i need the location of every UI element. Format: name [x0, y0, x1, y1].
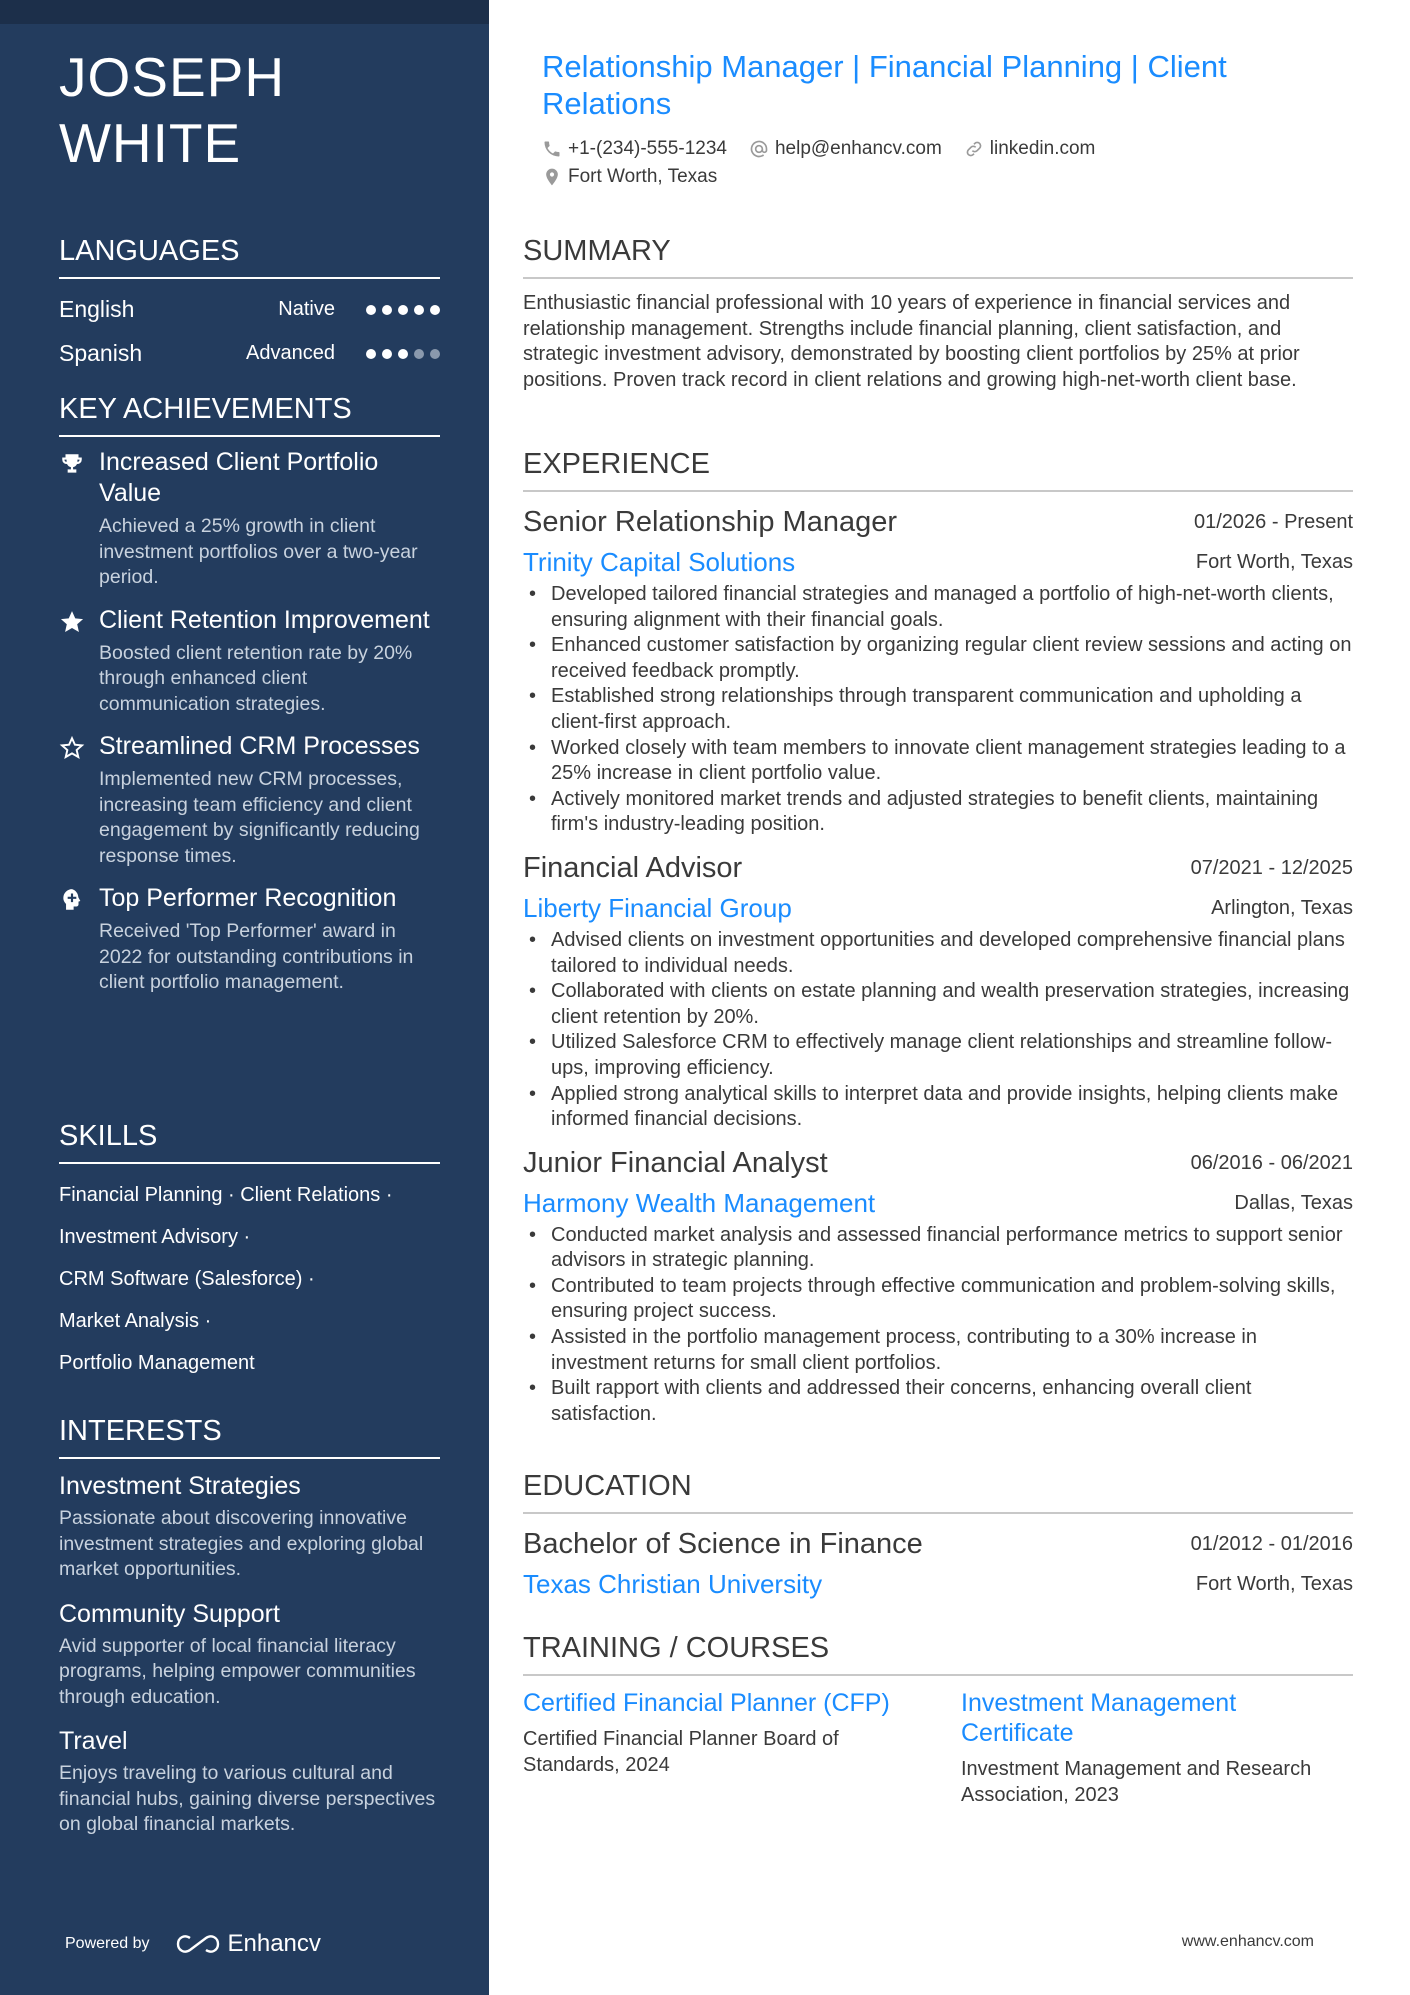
course-desc: Investment Management and Research Association, 2023	[961, 1758, 1312, 1806]
rating-dot	[366, 349, 376, 359]
job-dates: 07/2021 - 12/2025	[1190, 856, 1353, 879]
job-location: Fort Worth, Texas	[1195, 551, 1353, 573]
location-text: Fort Worth, Texas	[568, 166, 718, 187]
job-bullet: • Built rapport with clients and addressed their concerns, enhancing overall client satisfaction.	[523, 1376, 1353, 1427]
job-bullets	[523, 582, 1353, 838]
at-icon	[749, 139, 769, 159]
achievement-title: Top Performer Recognition	[99, 884, 397, 912]
contact-location	[542, 166, 717, 188]
interest-desc: Avid supporter of local financial literacy programs, helping empower communities through education.	[59, 1634, 416, 1708]
star-filled-icon	[59, 609, 85, 635]
interest-title: Investment Strategies	[59, 1472, 301, 1500]
degree: Bachelor of Science in Finance	[523, 1528, 923, 1560]
enhancv-logo-icon	[176, 1932, 220, 1956]
skill-item: Investment Advisory	[59, 1226, 238, 1248]
achievement-desc: Achieved a 25% growth in client investment portfolios over a two-year period.	[99, 515, 418, 588]
job-entry	[523, 850, 1353, 1133]
job-dates: 01/2026 - Present	[1194, 511, 1353, 533]
language-level: Advanced	[246, 342, 335, 364]
interest-item	[59, 1724, 440, 1838]
language-rating	[366, 349, 440, 359]
job-company: Trinity Capital Solutions	[523, 547, 796, 577]
language-row	[59, 333, 440, 377]
achievements-title: KEY ACHIEVEMENTS	[59, 391, 440, 437]
phone-icon	[542, 139, 562, 159]
language-name: Spanish	[59, 340, 143, 366]
summary-text: Enthusiastic financial professional with 10 years of experience in financial services and relationship management. Strengths include financial planning, client satisfaction, and strategic investment advisory, demonstrated by boosting client portfolios by 25% at prior positions. Proven track record in client relations and growing high-net-worth client base.	[523, 292, 1300, 391]
language-row	[59, 289, 440, 333]
job-company: Harmony Wealth Management	[523, 1187, 876, 1218]
rating-dot	[366, 305, 376, 315]
job-bullet: • Conducted market analysis and assessed financial performance metrics to support senior advisors in strategic planning.	[523, 1223, 1353, 1274]
job-entry	[523, 504, 1353, 838]
languages-title: LANGUAGES	[59, 233, 440, 279]
interest-item	[59, 1469, 440, 1583]
skill-item: CRM Software (Salesforce)	[59, 1268, 303, 1290]
experience-section	[523, 446, 1353, 1439]
contact-linkedin[interactable]	[964, 138, 1096, 160]
skill-item: Portfolio Management	[59, 1352, 255, 1374]
achievement-desc: Boosted client retention rate by 20% through enhanced client communication strategies.	[99, 641, 413, 715]
sidebar-top-strip	[0, 0, 489, 24]
experience-title: EXPERIENCE	[523, 446, 1353, 492]
headline: Relationship Manager | Financial Planning | Client Relations	[542, 49, 1227, 121]
training-section	[523, 1630, 1353, 1808]
achievement-item	[59, 731, 440, 869]
job-bullets	[523, 928, 1353, 1133]
brain-icon	[59, 887, 85, 913]
candidate-name: JOSEPH WHITE	[59, 46, 286, 174]
skill-item: Market Analysis	[59, 1310, 200, 1332]
course-title: Investment Management Certificate	[961, 1689, 1237, 1747]
job-title: Senior Relationship Manager	[523, 506, 897, 538]
job-bullet: • Assisted in the portfolio management process, contributing to a 30% increase in investment returns for small client portfolios.	[523, 1325, 1353, 1376]
rating-dot	[398, 349, 408, 359]
course-item	[523, 1688, 913, 1808]
skills-title: SKILLS	[59, 1118, 440, 1164]
interest-item	[59, 1597, 440, 1711]
training-title: TRAINING / COURSES	[523, 1630, 1353, 1676]
rating-dot	[398, 305, 408, 315]
achievements-section	[59, 391, 440, 1010]
achievement-title: Client Retention Improvement	[99, 605, 430, 634]
education-dates: 01/2012 - 01/2016	[1190, 1533, 1353, 1555]
job-entry	[523, 1145, 1353, 1428]
brand-name: Enhancv	[227, 1930, 321, 1957]
contact-info	[542, 135, 1342, 191]
achievement-item	[59, 883, 440, 996]
job-bullet: • Utilized Salesforce CRM to effectively manage client relationships and streamline follow-ups, improving efficiency.	[523, 1030, 1353, 1081]
link-icon	[964, 139, 984, 159]
skills-section	[59, 1118, 440, 1384]
courses-list	[523, 1688, 1353, 1808]
job-bullet: • Advised clients on investment opportunities and developed comprehensive financial plans tailored to individual needs.	[523, 928, 1353, 979]
achievement-item	[59, 447, 440, 591]
achievement-item	[59, 605, 440, 718]
job-bullet: • Collaborated with clients on estate planning and wealth preservation strategies, increasing client retention by 20%.	[523, 979, 1353, 1030]
powered-by-label: Powered by	[65, 1935, 150, 1952]
language-name: English	[59, 296, 135, 322]
interests-title: INTERESTS	[59, 1413, 440, 1459]
location-pin-icon	[542, 167, 562, 187]
job-bullet: • Established strong relationships through transparent communication and upholding a client-first approach.	[523, 684, 1353, 735]
course-title: Certified Financial Planner (CFP)	[523, 1689, 890, 1717]
summary-title: SUMMARY	[523, 233, 1353, 279]
school: Texas Christian University	[523, 1569, 823, 1599]
job-location: Dallas, Texas	[1234, 1191, 1353, 1214]
interest-desc: Passionate about discovering innovative investment strategies and exploring global market opportunities.	[59, 1507, 424, 1580]
education-title: EDUCATION	[523, 1468, 1353, 1514]
job-bullet: • Enhanced customer satisfaction by organizing regular client review sessions and acting on received feedback promptly.	[523, 633, 1353, 684]
rating-dot	[430, 349, 440, 359]
job-title: Financial Advisor	[523, 851, 743, 884]
education-section	[523, 1468, 1353, 1604]
language-level: Native	[278, 298, 335, 320]
skill-item: Client Relations	[240, 1184, 381, 1206]
interests-section	[59, 1413, 440, 1852]
job-bullet: • Developed tailored financial strategies and managed a portfolio of high-net-worth clients, ensuring alignment with their financial goals.	[523, 582, 1353, 633]
contact-row	[542, 163, 1342, 191]
interest-title: Travel	[59, 1727, 128, 1755]
rating-dot	[382, 305, 392, 315]
contact-email[interactable]	[749, 138, 942, 160]
job-bullet: • Applied strong analytical skills to interpret data and provide insights, helping clients make informed financial decisions.	[523, 1082, 1353, 1133]
achievement-desc: Implemented new CRM processes, increasing team efficiency and client engagement by significantly reducing response times.	[99, 768, 420, 867]
course-desc: Certified Financial Planner Board of Standards, 2024	[523, 1728, 839, 1776]
enhancv-logo[interactable]	[176, 1930, 321, 1958]
achievement-desc: Received 'Top Performer' award in 2022 for outstanding contributions in client portfolio management.	[99, 920, 414, 993]
interest-desc: Enjoys traveling to various cultural and financial hubs, gaining diverse perspectives on global financial markets.	[59, 1762, 436, 1835]
job-company: Liberty Financial Group	[523, 892, 792, 923]
achievement-title: Increased Client Portfolio Value	[99, 448, 379, 507]
language-rating	[366, 305, 440, 315]
job-location: Arlington, Texas	[1211, 896, 1353, 919]
job-bullet: • Contributed to team projects through effective communication and problem-solving skills, ensuring project success.	[523, 1274, 1353, 1325]
achievement-title: Streamlined CRM Processes	[99, 732, 420, 760]
powered-by	[65, 1930, 321, 1958]
job-bullet: • Worked closely with team members to innovate client management strategies leading to a 25% increase in client portfolio value.	[523, 736, 1353, 787]
job-bullet: • Actively monitored market trends and adjusted strategies to benefit clients, maintaining firm's industry-leading position.	[523, 787, 1353, 838]
rating-dot	[414, 305, 424, 315]
languages-section	[59, 233, 440, 377]
email-text: help@enhancv.com	[774, 138, 942, 159]
job-dates: 06/2016 - 06/2021	[1190, 1151, 1353, 1174]
course-item	[961, 1688, 1351, 1808]
rating-dot	[430, 305, 440, 315]
skills-list: Financial Planning · Client Relations · Investment Advisory · CRM Software (Salesforce) · Market Analysis · Portfolio Management	[59, 1184, 393, 1374]
skill-item: Financial Planning	[59, 1184, 223, 1206]
rating-dot	[382, 349, 392, 359]
contact-row	[542, 135, 1342, 163]
linkedin-text: linkedin.com	[989, 138, 1096, 159]
interest-title: Community Support	[59, 1599, 280, 1628]
job-bullets	[523, 1223, 1353, 1428]
phone-text: +1-(234)-555-1234	[568, 138, 727, 159]
contact-phone[interactable]	[542, 138, 727, 160]
star-outline-icon	[59, 735, 85, 761]
summary-section	[523, 233, 1353, 393]
trophy-icon	[59, 451, 85, 477]
education-location: Fort Worth, Texas	[1195, 1573, 1353, 1595]
footer-url[interactable]: www.enhancv.com	[1181, 1933, 1314, 1950]
rating-dot	[414, 349, 424, 359]
job-title: Junior Financial Analyst	[523, 1146, 828, 1179]
sidebar	[0, 0, 489, 1995]
